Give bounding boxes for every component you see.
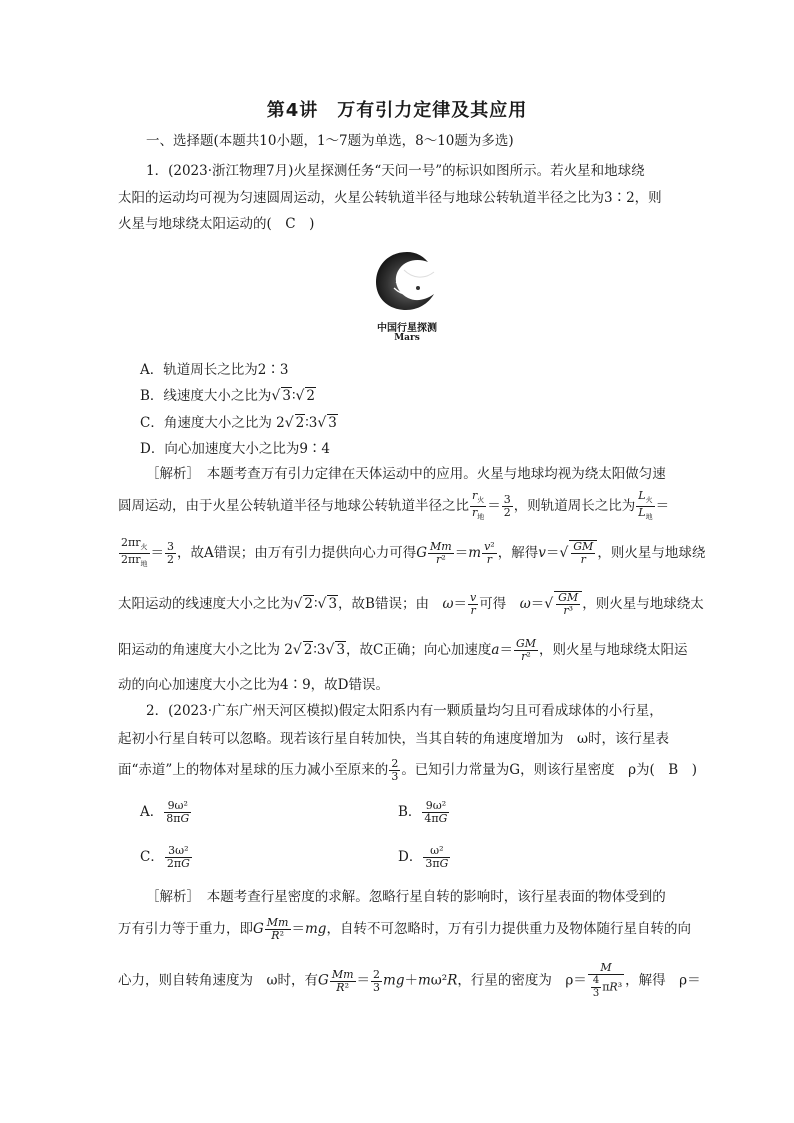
q1-analysis-line-1: ［解析］ 本题考查万有引力定律在天体运动中的应用。火星与地球均视为绕太阳做匀速	[146, 466, 666, 482]
q1-option-b: B．线速度大小之比为√ 3∶√ 2	[140, 388, 315, 404]
q2-analysis-line-2: 万有引力等于重力，即G $\frac{Mm}{\text{R²}}$ ＝mg，自转不可忽略时，万有引力提供重力及物体随行星自转的向	[118, 916, 691, 942]
q1-analysis-line-5: 阳运动的角速度大小之比为 2√ 2∶3√ 3，故C正确；向心加速度a＝ $\frac{GM}{\text{r²}}$ ，则火星与地球绕太阳运	[118, 637, 688, 663]
q2-analysis-l3b: ，行星的密度为 ρ＝	[457, 972, 587, 989]
q1-stem-line-3: 火星与地球绕太阳运动的( C )	[118, 216, 315, 232]
q1-option-c-text: C．角速度大小之比为 2	[140, 415, 285, 431]
q2-option-c-label: C．	[140, 849, 164, 865]
q2-stem-l3b: 。已知引力常量为G，则该行星密度 ρ为( B )	[401, 762, 697, 778]
q2-option-b-label: B．	[398, 804, 422, 820]
q2-analysis-l2b: ，自转不可忽略时，万有引力提供重力及物体随行星自转的向	[326, 921, 691, 937]
q1-option-c-radicand-1: 2	[295, 415, 305, 431]
q1-analysis-l2b: ，则轨道周长之比为	[513, 498, 636, 515]
q2-analysis-l3a: 心力，则自转角速度为 ω时，有	[118, 972, 319, 989]
q2-stem-line-2: 起初小行星自转可以忽略。现若该行星自转加快，当其自转的角速度增加为 ω时，该行星表	[118, 731, 670, 747]
q2-stem-line-3: 面“赤道”上的物体对星球的压力减小至原来的 $\frac{2}{3}$ 。已知引力常量为G，则该行星密度 ρ为( B )	[118, 757, 697, 783]
q2-analysis-line-1: ［解析］ 本题考查行星密度的求解。忽略行星自转的影响时，该行星表面的物体受到的	[146, 889, 666, 905]
q1-option-a: A．轨道周长之比为2∶3	[140, 362, 289, 378]
q2-analysis-l2a: 万有引力等于重力，即	[118, 921, 253, 937]
q1-analysis-l3c: ，解得	[497, 545, 539, 562]
q1-option-b-ratio: ∶	[291, 388, 296, 404]
q1-analysis-l5c: ，则火星与地球绕太阳运	[539, 642, 688, 658]
q1-stem-line-1: 1．(2023·浙江物理7月)火星探测任务“天问一号”的标识如图所示。若火星和地球绕	[146, 163, 645, 179]
q1-analysis-l2a: 圆周运动，由于火星公转轨道半径与地球公转轨道半径之比	[118, 498, 469, 515]
q1-option-d: D．向心加速度大小之比为9∶4	[140, 441, 331, 457]
q1-analysis-line-6: 动的向心加速度大小之比为4∶9，故D错误。	[118, 677, 390, 693]
q1-option-b-radicand-1: 3	[282, 388, 291, 404]
q1-option-c-radicand-2: 3	[328, 415, 337, 431]
logo-caption-en: Mars	[394, 333, 420, 343]
q2-option-c: C． $\frac{\text{3ω²}}{2\pi G}$	[140, 844, 190, 870]
q2-option-d: D． $\frac{\text{ω²}}{3\pi G}$	[398, 844, 449, 870]
q1-analysis-l4c: 可得	[479, 596, 507, 612]
q2-option-a: A． $\frac{\text{9ω²}}{8\pi G}$	[140, 799, 190, 825]
q1-analysis-line-4: 太阳运动的线速度大小之比为√ 2∶√ 3，故B错误；由 ω＝ $\frac{v}{r}$ 可得 ω＝√ $\frac{GM}{\text{r³}}$ ，则火星与地球绕太	[118, 591, 704, 617]
q1-analysis-l3b: ，故A错误；由万有引力提供向心力可得	[177, 545, 417, 562]
tianwen-logo-icon	[372, 248, 442, 313]
q2-stem-line-1: 2．(2023·广东广州天河区模拟)假定太阳系内有一颗质量均匀且可看成球体的小行星，	[146, 703, 663, 719]
q1-analysis-l5b: ，故C正确；向心加速度	[346, 642, 492, 658]
logo-caption-cn: 中国行星探测	[377, 323, 437, 334]
page-title: 第4讲 万有引力定律及其应用	[266, 100, 528, 121]
q1-analysis-l4b: ，故B错误；由	[338, 596, 429, 612]
q1-option-c-ratio: ∶3	[305, 415, 318, 431]
q1-analysis-line-3: $\frac{2\pi r_火}{2\pi r_地}$ ＝ $\frac{3}{2}$ ，故A错误；由万有引力提供向心力可得G $\frac{Mm}{\text{r²}}$ ＝m $\frac{\text{v²}}{r}$ ，解得v＝√ $\frac{GM}{r}$ ，则火星与地球绕	[121, 536, 706, 569]
q2-stem-l3a: 面“赤道”上的物体对星球的压力减小至原来的	[118, 762, 389, 778]
q1-stem-line-2: 太阳的运动均可视为匀速圆周运动，火星公转轨道半径与地球公转轨道半径之比为3∶2，则	[118, 190, 662, 206]
q1-option-c: C．角速度大小之比为 2√ 2∶3√ 3	[140, 415, 337, 431]
q1-analysis-l4a: 太阳运动的线速度大小之比为	[118, 596, 294, 612]
q1-analysis-line-2: 圆周运动，由于火星公转轨道半径与地球公转轨道半径之比 $\frac{r_火}{r_地}$ ＝ $\frac{3}{2}$ ，则轨道周长之比为 $\frac{L_火}{L_地}$ ＝	[118, 489, 670, 522]
q1-option-b-radicand-2: 2	[306, 388, 315, 404]
section-heading: 一、选择题(本题共10小题，1～7题为单选，8～10题为多选)	[146, 133, 514, 149]
q2-option-a-label: A．	[140, 804, 164, 820]
q2-analysis-l3c: ，解得 ρ＝	[625, 972, 701, 989]
q2-analysis-line-3: 心力，则自转角速度为 ω时，有G $\frac{Mm}{\text{R²}}$ ＝ $\frac{2}{3}$ mg＋mω²R，行星的密度为 ρ＝ M $\frac{4}{3}$ πR³ ，解得 ρ＝	[118, 961, 701, 999]
q1-analysis-l3d: ，则火星与地球绕	[597, 545, 706, 562]
q2-option-d-label: D．	[398, 849, 423, 865]
q2-option-b: B． $\frac{\text{9ω²}}{4\pi G}$	[398, 799, 448, 825]
q1-analysis-l4d: ，则火星与地球绕太	[582, 596, 704, 612]
q1-analysis-l5a: 阳运动的角速度大小之比为 2	[118, 642, 293, 658]
q1-option-b-text: B．线速度大小之比为	[140, 388, 272, 404]
